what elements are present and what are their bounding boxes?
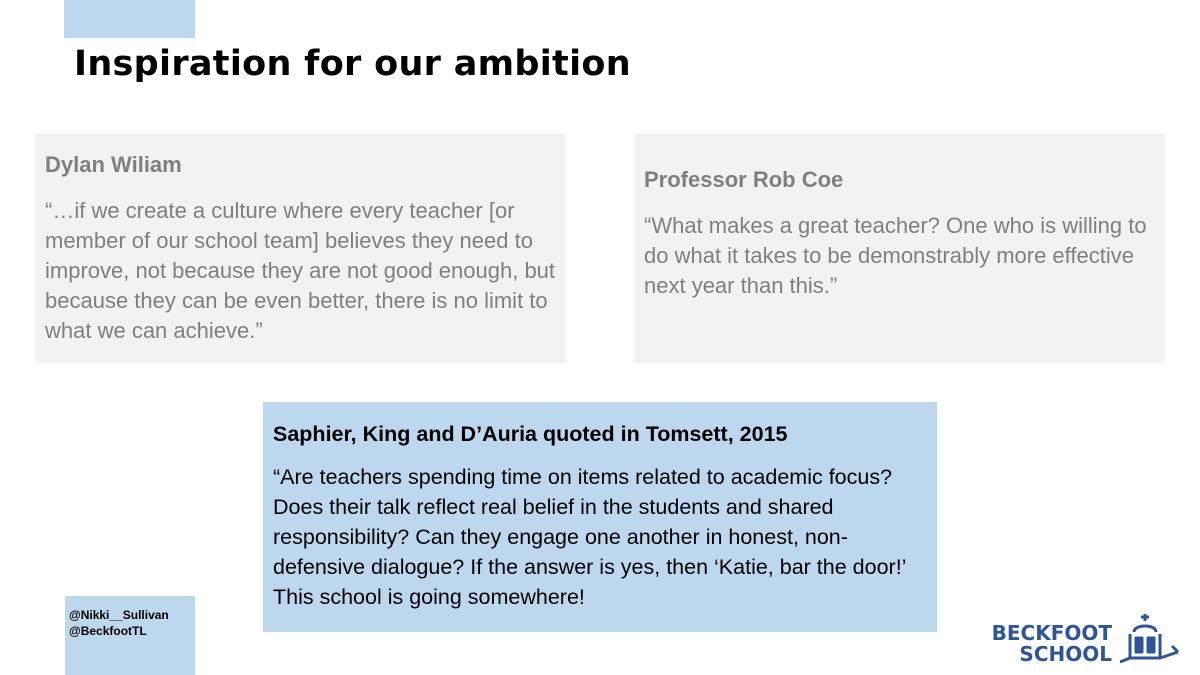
slide-title: Inspiration for our ambition <box>74 44 631 84</box>
quote-card-coe <box>634 134 1165 363</box>
quote-author: Saphier, King and D’Auria quoted in Tomsett, 2015 <box>273 422 788 446</box>
quote-author: Dylan Wiliam <box>45 152 182 177</box>
twitter-handles <box>65 596 195 675</box>
quote-card-saphier <box>263 402 937 632</box>
beckfoot-school-logo <box>988 612 1193 668</box>
logo-line-1: BECKFOOT <box>991 621 1112 645</box>
school-building-icon <box>1120 612 1182 668</box>
decorative-top-bar <box>64 0 195 38</box>
quote-text: “What makes a great teacher? One who is willing to do what it takes to be demonstrably more effective next year than this.” <box>644 213 1147 298</box>
handle-nikki: @Nikki__Sullivan <box>69 608 169 622</box>
quote-text: “…if we create a culture where every teacher [or member of our school team] believes they need to improve, not because they are not good enough, but because they can be even better, there is no limit to what we can achieve.” <box>45 198 556 343</box>
quote-card-wiliam <box>35 134 566 363</box>
quote-author: Professor Rob Coe <box>644 167 844 192</box>
quote-text: “Are teachers spending time on items related to academic focus? Does their talk reflect real belief in the students and shared responsibility? Can they engage one another in honest, non-defensive dialogue? If the answer is yes, then ‘Katie, bar the door!’ This school is going somewhere! <box>273 465 906 609</box>
logo-line-2: SCHOOL <box>1019 642 1112 666</box>
handle-beckfoot: @BeckfootTL <box>69 624 147 638</box>
logo-wordmark <box>988 623 1112 665</box>
